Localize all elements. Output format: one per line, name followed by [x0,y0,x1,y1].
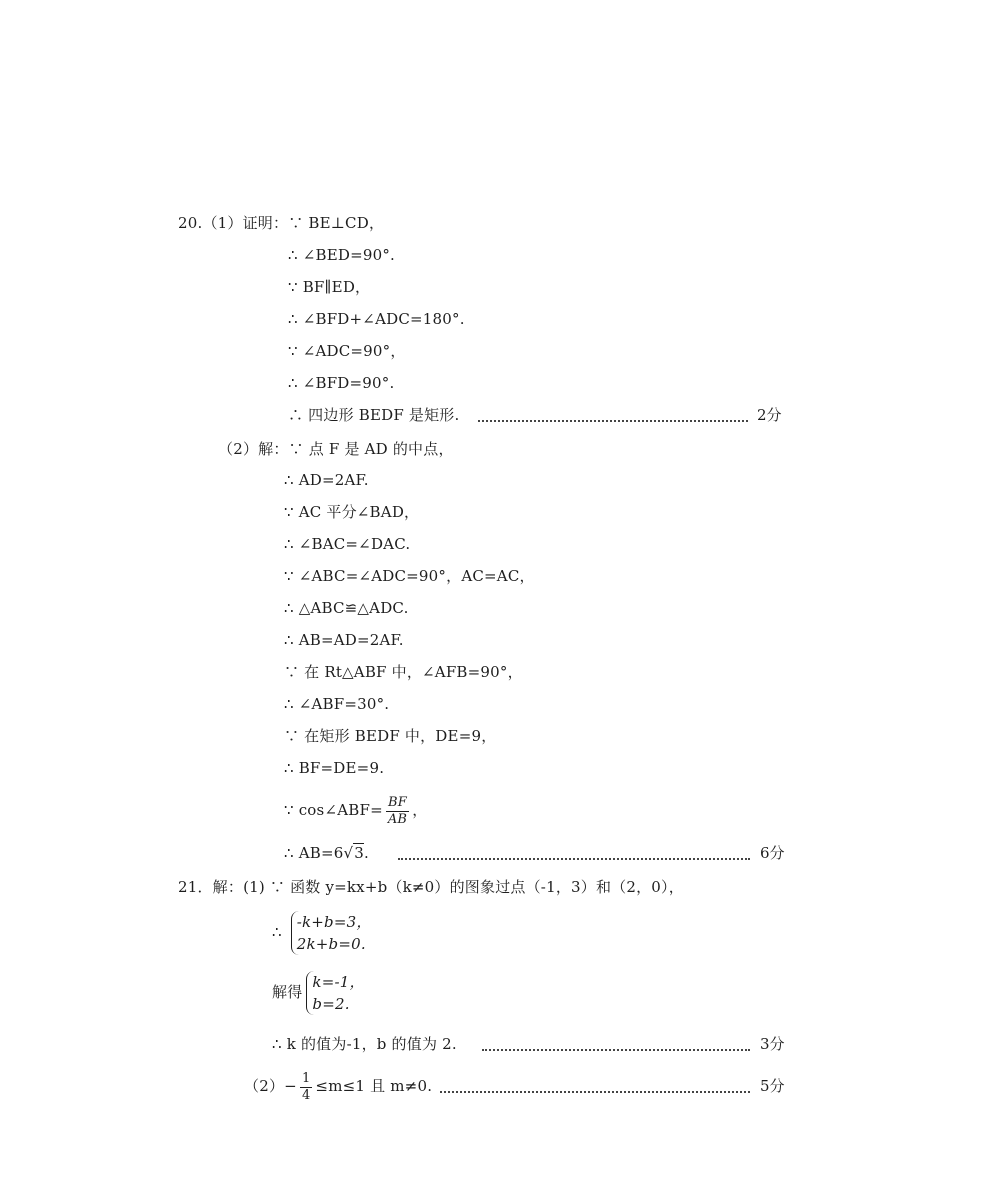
solution-step: ∴ ∠ABF=30°. [284,695,390,713]
part-2-label: （2） [244,1077,285,1095]
score-label: 3分 [760,1035,785,1053]
equation-line: k=-1， [312,973,365,991]
equation-line: b=2. [312,995,350,1013]
dotted-leader [478,420,748,422]
equation-system-1 [272,908,372,956]
final-prefix: ∴ AB=6 [284,844,344,862]
part-2-answer [244,1066,432,1106]
solution-step: ∵ 在矩形 BEDF 中，DE=9， [284,727,497,745]
system-brace [291,911,372,955]
final-suffix: . [364,844,369,862]
proof-step: ∵ ∠ADC=90°， [288,342,406,360]
cos-denominator: AB [387,811,408,827]
solution-step: ∴ AB=AD=2AF. [284,631,404,649]
proof-step: ∴ 四边形 BEDF 是矩形. [288,406,460,424]
proof-step: ∵ BF∥ED， [288,278,371,296]
score-label: 6分 [760,844,785,862]
quarter-fraction [300,1071,312,1104]
dotted-leader [482,1049,750,1051]
proof-step: ∴ ∠BED=90°. [288,246,396,264]
solution-step: ∴ ∠BAC=∠DAC. [284,535,411,553]
solution-step: ∴ BF=DE=9. [284,759,385,777]
system-brace [306,971,364,1015]
problem-21-header: 21．解：(1) ∵ 函数 y=kx+b（k≠0）的图象过点（-1，3）和（2，0）， [178,878,684,896]
conclusion-line: ∴ k 的值为-1，b 的值为 2. [272,1035,457,1053]
cos-equation [284,790,427,830]
cos-prefix: ∵ cos∠ABF= [284,801,383,819]
sqrt-radicand: 3 [354,844,364,862]
fraction-denominator: 4 [301,1087,311,1103]
solution-step: ∴ AD=2AF. [284,471,369,489]
problem-20-header: 20.（1）证明：∵ BE⊥CD， [178,214,385,232]
score-label: 2分 [757,406,782,424]
cos-suffix: ， [412,801,428,819]
score-label: 5分 [760,1077,785,1095]
sqrt-sign: √ [343,844,354,862]
part-2-header: （2）解：∵ 点 F 是 AD 的中点， [218,440,454,458]
fraction-numerator: 1 [301,1070,311,1086]
proof-step: ∴ ∠BFD=90°. [288,374,395,392]
solution-step: ∵ ∠ABC=∠ADC=90°，AC=AC， [284,567,535,585]
dotted-leader [440,1091,750,1093]
solution-step: ∴ △ABC≌△ADC. [284,599,409,617]
therefore-symbol: ∴ [272,923,282,941]
solve-label: 解得 [272,983,303,1001]
cos-numerator: BF [386,795,409,812]
solution-step: ∵ 在 Rt△ABF 中，∠AFB=90°， [284,663,523,681]
final-answer [284,843,369,863]
solution-step: ∵ AC 平分∠BAD， [284,503,420,521]
proof-step: ∴ ∠BFD+∠ADC=180°. [288,310,465,328]
dotted-leader [398,858,750,860]
equation-line: -k+b=3， [296,913,372,931]
cos-fraction [386,795,409,828]
minus-sign: − [284,1077,297,1095]
inequality-text: ≤m≤1 且 m≠0. [315,1077,433,1095]
equation-system-2 [272,968,365,1016]
equation-line: 2k+b=0. [296,935,366,953]
